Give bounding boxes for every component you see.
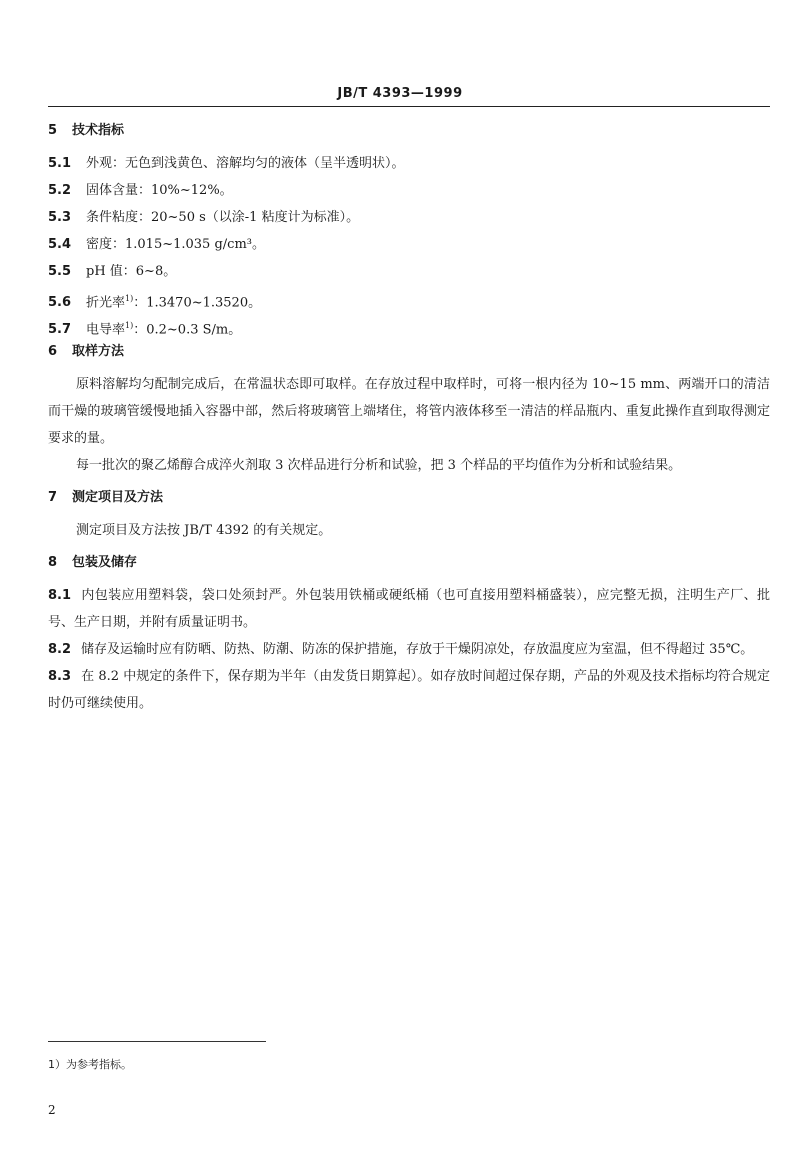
test-method-paragraph: 测定项目及方法按 JB/T 4392 的有关规定。 [76,523,332,538]
packaging-item: 8.2 储存及运输时应有防晒、防热、防潮、防冻的保护措施，存放于干燥阴凉处，存放温度应为室温，但不得超过 35℃。 [48,642,754,657]
packaging-item: 8.3 在 8.2 中规定的条件下，保存期为半年（由发货日期算起）。如存放时间超过保存期，产品的外观及技术指标均符合规定时仍可继续使用。 [48,669,770,711]
standard-code-header: JB/T 4393—1999 [337,86,463,101]
section-title: 包装及储存 [72,555,138,570]
section-8-heading [48,550,770,576]
section-6-heading [48,339,770,365]
section-5-heading [48,118,770,144]
packaging-item: 8.1 内包装应用塑料袋，袋口处须封严。外包装用铁桶或硬纸桶（也可直接用塑料桶盛装），应完整无损，注明生产厂、批号、生产日期，并附有质量证明书。 [48,588,770,630]
footnote: 1）为参考指标。 [48,1058,132,1071]
spec-item: 5.3 条件粘度：20~50 s（以涂-1 粘度计为标准）。 [48,210,360,225]
section-number: 6 [48,344,58,359]
section-title: 取样方法 [72,344,125,359]
header-divider [48,106,770,107]
spec-item: 5.4 密度：1.015~1.035 g/cm³。 [48,237,265,252]
section-title: 测定项目及方法 [72,490,164,505]
sampling-paragraph: 原料溶解均匀配制完成后，在常温状态即可取样。在存放过程中取样时，可将一根内径为 10~15 mm、两端开口的清洁而干燥的玻璃管缓慢地插入容器中部，然后将玻璃管上端堵住，将管内液体移至一清洁的样品瓶内、重复此操作直到取得测定要求的量。 [48,377,770,446]
spec-item: 5.1 外观：无色到浅黄色、溶解均匀的液体（呈半透明状）。 [48,156,405,171]
spec-item: 5.5 pH 值：6~8。 [48,264,177,279]
page-number: 2 [48,1103,56,1117]
spec-item: 5.2 固体含量：10%~12%。 [48,183,233,198]
footnote-divider [48,1041,266,1042]
section-number: 8 [48,555,58,570]
document-body [48,118,770,717]
section-number: 7 [48,490,58,505]
section-7-heading [48,485,770,511]
section-title: 技术指标 [72,123,125,138]
footnote-marker: 1) [125,294,134,303]
sampling-paragraph: 每一批次的聚乙烯醇合成淬火剂取 3 次样品进行分析和试验，把 3 个样品的平均值作为分析和试验结果。 [76,458,682,473]
spec-item: 5.6 折光率$^{1)}$：1.3470~1.3520。 [48,294,262,311]
spec-item: 5.7 电导率$^{1)}$：0.2~0.3 S/m。 [48,321,242,338]
section-number: 5 [48,123,58,138]
footnote-marker: 1) [125,321,134,330]
